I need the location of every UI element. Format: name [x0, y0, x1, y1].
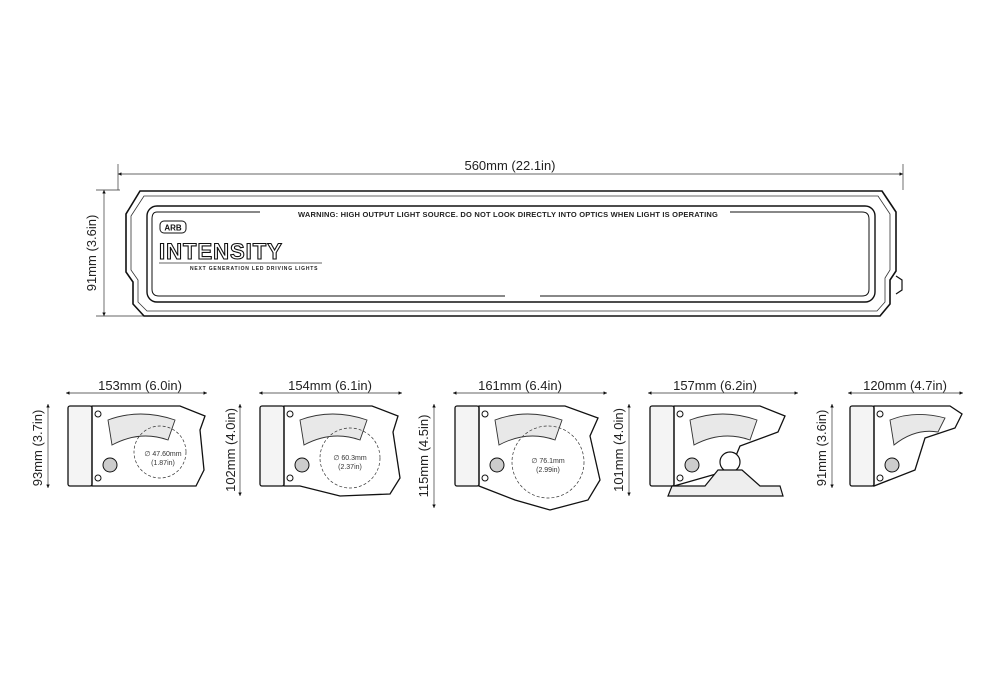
side-view-2-bolt-bottom: [287, 475, 293, 481]
side-view-2-width-label: 154mm (6.1in): [288, 378, 372, 393]
side-view-5-lens: [850, 406, 874, 486]
side-view-2-clamp-in: (2.37in): [338, 464, 362, 471]
width-label: 560mm (22.1in): [464, 158, 556, 173]
side-view-1: [30, 378, 207, 488]
side-view-3-clamp-in: (2.99in): [536, 467, 560, 474]
side-view-2-fins: [300, 414, 367, 445]
side-view-4-mount-pivot: [720, 452, 740, 472]
intensity-brand: INTENSITY: [159, 239, 283, 264]
side-view-1-bolt-bottom: [95, 475, 101, 481]
side-view-4-height-label: 101mm (4.0in): [611, 408, 626, 492]
frame-line-right: [540, 212, 869, 296]
side-view-5-width-label: 120mm (4.7in): [863, 378, 947, 393]
side-view-1-clamp-in: (1.87in): [151, 460, 175, 467]
side-view-1-height-label: 93mm (3.7in): [30, 409, 45, 487]
side-view-4-bolt-bottom: [677, 475, 683, 481]
side-view-3-width-label: 161mm (6.4in): [478, 378, 562, 393]
side-view-1-fins: [108, 414, 175, 445]
side-view-2-lens: [260, 406, 284, 486]
side-view-2-height-label: 102mm (4.0in): [223, 408, 238, 492]
side-view-5-bolt-bottom: [877, 475, 883, 481]
side-view-2-clamp-mm: ∅ 60.3mm: [333, 455, 367, 462]
side-view-3-lens: [455, 406, 479, 486]
side-view-4-pivot-knob: [685, 458, 699, 472]
side-view-4-bolt-top: [677, 411, 683, 417]
side-view-1-lens: [68, 406, 92, 486]
side-view-4-lens: [650, 406, 674, 486]
side-view-5-pivot-knob: [885, 458, 899, 472]
side-view-3-clamp-mm: ∅ 76.1mm: [531, 458, 565, 465]
side-view-3-bolt-top: [482, 411, 488, 417]
side-view-3: [416, 378, 607, 510]
side-view-2: [223, 378, 402, 496]
front-view: [84, 158, 903, 316]
side-view-2-pivot-knob: [295, 458, 309, 472]
side-view-5: [814, 378, 963, 488]
side-view-1-bolt-top: [95, 411, 101, 417]
side-view-5-fins: [890, 414, 945, 445]
side-view-3-pivot-knob: [490, 458, 504, 472]
cable-connector: [896, 276, 902, 294]
side-view-5-bolt-top: [877, 411, 883, 417]
warning-text: WARNING: HIGH OUTPUT LIGHT SOURCE. DO NOT LOOK DIRECTLY INTO OPTICS WHEN LIGHT IS OPERATING: [297, 210, 719, 219]
side-view-2-bolt-top: [287, 411, 293, 417]
side-view-5-height-label: 91mm (3.6in): [814, 409, 829, 487]
arb-logo: ARB: [164, 223, 182, 233]
tagline: NEXT GENERATION LED DRIVING LIGHTS: [190, 266, 319, 272]
side-view-3-bolt-bottom: [482, 475, 488, 481]
side-view-1-clamp-mm: ∅ 47.60mm: [144, 451, 182, 458]
side-view-4-fins: [690, 414, 757, 445]
side-view-3-fins: [495, 414, 562, 445]
side-view-1-pivot-knob: [103, 458, 117, 472]
side-view-3-height-label: 115mm (4.5in): [416, 414, 431, 498]
height-label: 91mm (3.6in): [84, 214, 99, 292]
side-view-1-width-label: 153mm (6.0in): [98, 378, 182, 393]
side-view-4-width-label: 157mm (6.2in): [673, 378, 757, 393]
side-view-4: [611, 378, 798, 496]
